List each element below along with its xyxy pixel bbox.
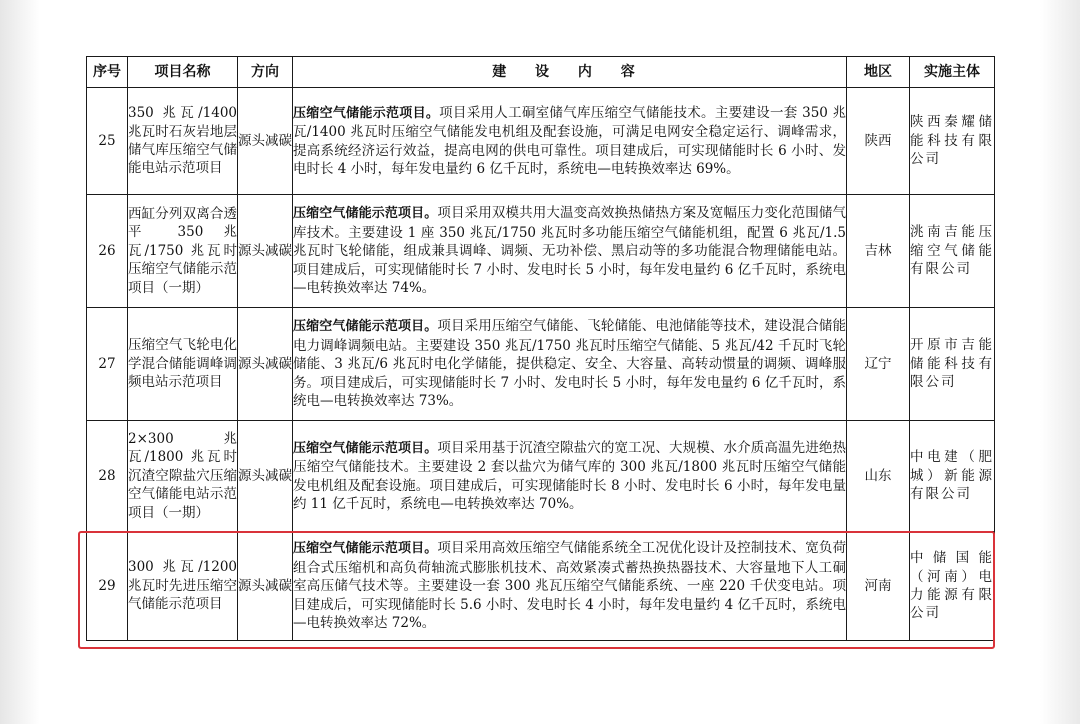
project-content <box>293 421 847 532</box>
row-number: 26 <box>87 195 128 308</box>
table-row <box>87 195 995 308</box>
project-direction: 源头减碳 <box>238 88 293 195</box>
project-region: 山东 <box>847 421 910 532</box>
project-name: 300 兆瓦/1200 兆瓦时先进压缩空气储能示范项目 <box>128 532 238 641</box>
project-direction: 源头减碳 <box>238 308 293 421</box>
project-content <box>293 195 847 308</box>
header-region: 地区 <box>847 57 910 88</box>
project-content <box>293 532 847 641</box>
table-header-row <box>87 57 995 88</box>
content-lead: 压缩空气储能示范项目。 <box>293 440 438 456</box>
content-text: 项目采用高效压缩空气储能系统全工况优化设计及控制技术、宽负荷组合式压缩机和高负荷轴流式膨胀机技术、高效紧凑式蓄热换热器技术、大容量地下人工硐室高压储气技术等。主要建设一套 300 兆瓦压缩空气储能系统、一座 220 千伏变电站。项目建成后，可实现储能时长 5.6 小时、发电时长 4 小时，每年发电量约 4 亿千瓦时，系统电—电转换效率达 72%。 <box>293 540 846 632</box>
content-text: 项目采用基于沉渣空隙盐穴的宽工况、大规模、水介质高温先进绝热压缩空气储能技术。主要建设 2 套以盐穴为储气库的 300 兆瓦/1800 兆瓦时压缩空气储能发电机组及配套设施。项目建成后，可实现储能时长 8 小时、发电时长 6 小时，每年发电量约 11 亿千瓦时，系统电—电转换效率达 70%。 <box>293 439 846 512</box>
project-name: 2×300 兆瓦/1800 兆瓦时沉渣空隙盐穴压缩空气储能电站示范项目（一期） <box>128 421 238 532</box>
header-content: 建 设 内 容 <box>293 57 847 88</box>
row-number: 25 <box>87 88 128 195</box>
project-name: 350 兆瓦/1400 兆瓦时石灰岩地层储气库压缩空气储能电站示范项目 <box>128 88 238 195</box>
table-row-highlighted <box>87 532 995 641</box>
project-content <box>293 88 847 195</box>
table-row <box>87 88 995 195</box>
content-lead: 压缩空气储能示范项目。 <box>293 541 438 557</box>
project-entity: 中电建（肥城）新能源有限公司 <box>910 421 995 532</box>
project-direction: 源头减碳 <box>238 195 293 308</box>
project-name: 压缩空气飞轮电化学混合储能调峰调频电站示范项目 <box>128 308 238 421</box>
row-number: 28 <box>87 421 128 532</box>
header-direction: 方向 <box>238 57 293 88</box>
row-number: 29 <box>87 532 128 641</box>
table-row <box>87 421 995 532</box>
row-number: 27 <box>87 308 128 421</box>
project-entity: 开原市吉能储能科技有限公司 <box>910 308 995 421</box>
content-lead: 压缩空气储能示范项目。 <box>293 206 438 222</box>
content-text: 项目采用人工硐室储气库压缩空气储能技术。主要建设一套 350 兆瓦/1400 兆瓦时压缩空气储能发电机组及配套设施，可满足电网安全稳定运行、调峰需求，提高系统经济运行效益，提高电网的供电可靠性。项目建成后，可实现储能时长 6 小时、发电时长 4 小时，每年发电量约 6 亿千瓦时，系统电—电转换效率达 69%。 <box>293 104 846 177</box>
table-row <box>87 308 995 421</box>
project-entity: 洮南吉能压缩空气储能有限公司 <box>910 195 995 308</box>
project-entity: 陕西秦耀储能科技有限公司 <box>910 88 995 195</box>
project-entity: 中储国能（河南）电力能源有限公司 <box>910 532 995 641</box>
project-direction: 源头减碳 <box>238 532 293 641</box>
project-direction: 源头减碳 <box>238 421 293 532</box>
content-lead: 压缩空气储能示范项目。 <box>293 105 440 121</box>
project-name: 西缸分列双离合透平 350 兆瓦/1750 兆瓦时压缩空气储能示范项目（一期） <box>128 195 238 308</box>
header-no: 序号 <box>87 57 128 88</box>
content-lead: 压缩空气储能示范项目。 <box>293 319 438 335</box>
project-region: 辽宁 <box>847 308 910 421</box>
project-region: 吉林 <box>847 195 910 308</box>
header-entity: 实施主体 <box>910 57 995 88</box>
header-name: 项目名称 <box>128 57 238 88</box>
project-table <box>86 56 995 641</box>
content-text: 项目采用压缩空气储能、飞轮储能、电池储能等技术，建设混合储能电力调峰调频电站。主要建设 350 兆瓦/1750 兆瓦时压缩空气储能、5 兆瓦/42 千瓦时飞轮储能、3 兆瓦/6 兆瓦时电化学储能，提供稳定、安全、大容量、高转动惯量的调频、调峰服务。项目建成后，可实现储能时长 7 小时、发电时长 5 小时，每年发电量约 6 亿千瓦时，系统电—电转换效率达 73%。 <box>293 318 846 410</box>
project-region: 河南 <box>847 532 910 641</box>
content-text: 项目采用双模共用大温变高效换热储热方案及宽幅压力变化范围储气库技术。主要建设 1 座 350 兆瓦/1750 兆瓦时多功能压缩空气储能机组，配置 6 兆瓦/1.5 兆瓦时飞轮储能，组成兼具调峰、调频、无功补偿、黑启动等的多功能混合物理储能电站。项目建成后，可实现储能时长 7 小时、发电时长 5 小时，每年发电量约 6 亿千瓦时，系统电—电转换效率达 74%。 <box>293 205 846 297</box>
project-region: 陕西 <box>847 88 910 195</box>
project-content <box>293 308 847 421</box>
